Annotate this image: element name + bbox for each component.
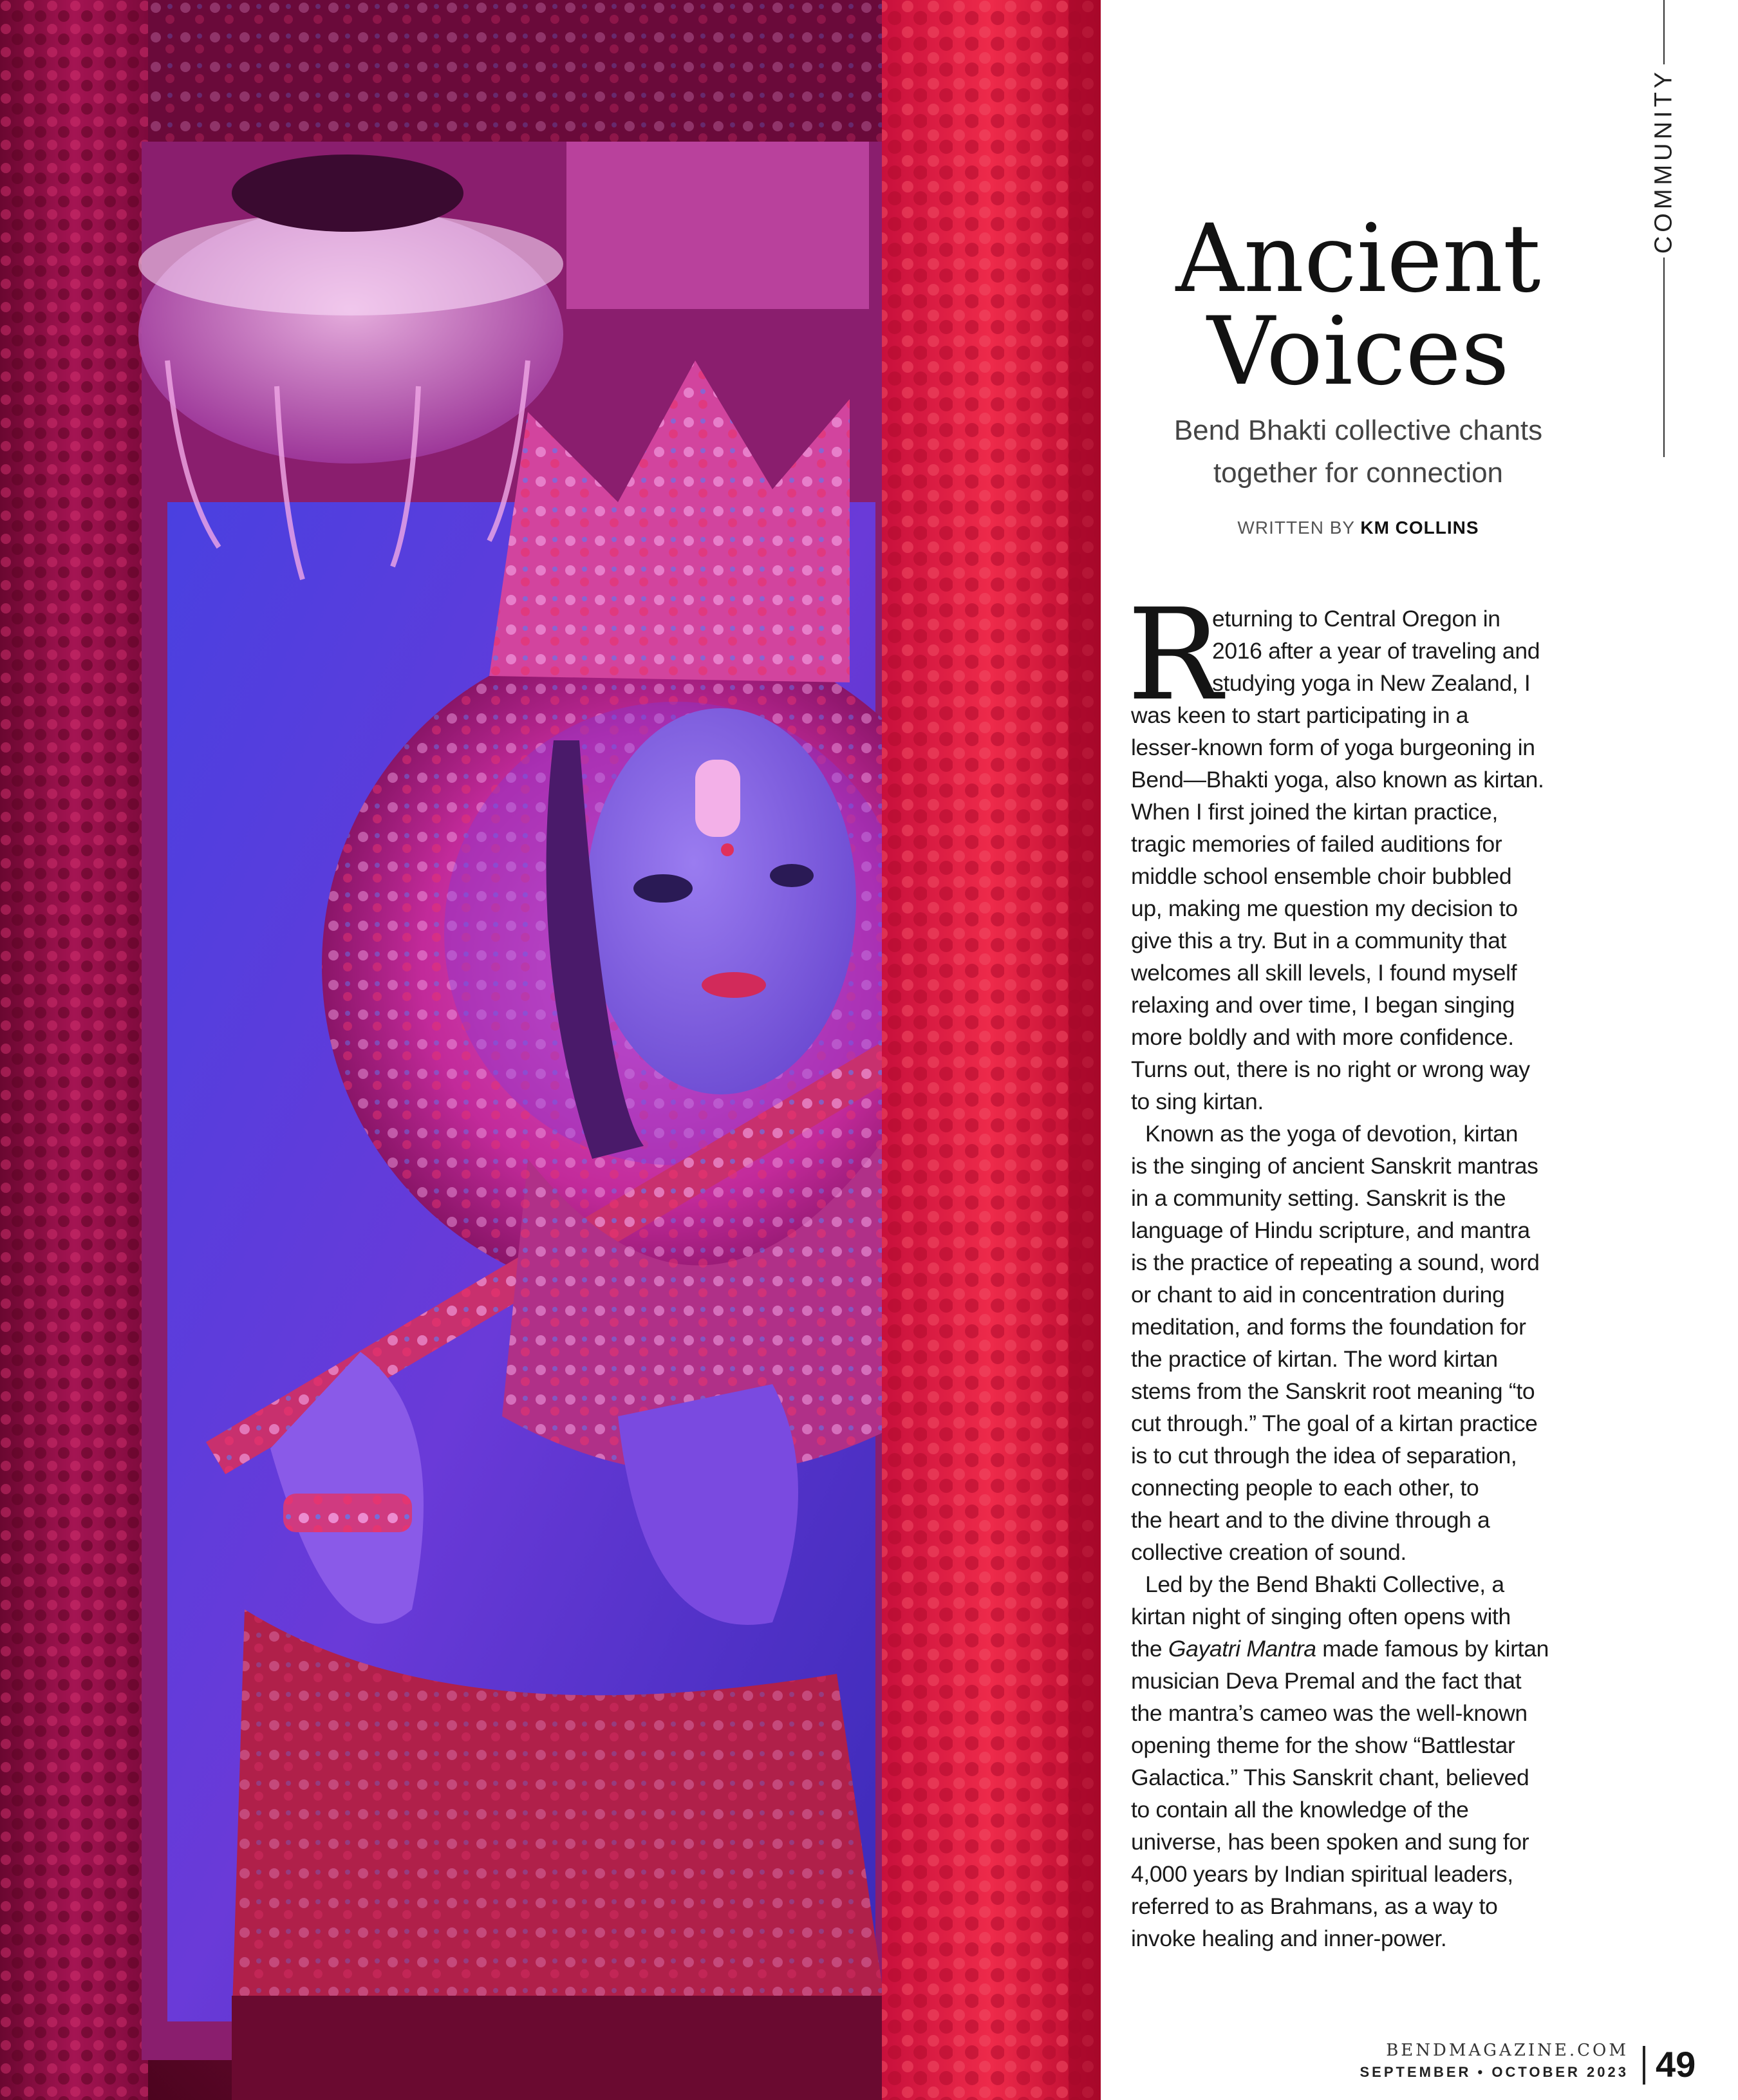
footer-divider bbox=[1643, 2046, 1645, 2085]
text-line: universe, has been spoken and sung for bbox=[1131, 1829, 1529, 1855]
text-line: 4,000 years by Indian spiritual leaders, bbox=[1131, 1861, 1513, 1887]
text-line: lesser-known form of yoga burgeoning in bbox=[1131, 735, 1535, 760]
text-line: stems from the Sanskrit root meaning “to bbox=[1131, 1378, 1535, 1404]
text-line bbox=[1131, 1633, 1582, 1665]
text-line: to contain all the knowledge of the bbox=[1131, 1797, 1469, 1823]
text-line: Bend—Bhakti yoga, also known as kirtan. bbox=[1131, 767, 1544, 792]
text-fragment: made famous by kirtan bbox=[1316, 1636, 1549, 1662]
paragraph-1 bbox=[1131, 699, 1582, 1118]
text-line: musician Deva Premal and the fact that bbox=[1131, 1668, 1522, 1694]
text-line: the mantra’s cameo was the well-known bbox=[1131, 1700, 1528, 1726]
text-line: Turns out, there is no right or wrong way bbox=[1131, 1056, 1530, 1082]
text-line: meditation, and forms the foundation for bbox=[1131, 1314, 1526, 1340]
headline-line-2: Voices bbox=[1207, 297, 1509, 406]
subhead-line-2: together for connection bbox=[1213, 457, 1504, 489]
text-line: middle school ensemble choir bubbled bbox=[1131, 863, 1512, 889]
byline bbox=[1133, 518, 1584, 538]
text-line: up, making me question my decision to bbox=[1131, 895, 1518, 921]
text-line: language of Hindu scripture, and mantra bbox=[1131, 1217, 1530, 1243]
subhead bbox=[1133, 409, 1584, 494]
text-line: studying yoga in New Zealand, I bbox=[1212, 670, 1531, 696]
text-line: invoke healing and inner-power. bbox=[1131, 1926, 1447, 1951]
article-body bbox=[1127, 582, 1582, 1955]
subhead-line-1: Bend Bhakti collective chants bbox=[1173, 415, 1543, 446]
text-line: to sing kirtan. bbox=[1131, 1089, 1264, 1114]
text-line: opening theme for the show “Battlestar bbox=[1131, 1732, 1515, 1758]
text-line: is to cut through the idea of separation, bbox=[1131, 1443, 1517, 1468]
headline-line-1: Ancient bbox=[1175, 204, 1541, 314]
text-line: connecting people to each other, to bbox=[1131, 1475, 1479, 1501]
drop-cap: R bbox=[1127, 582, 1222, 729]
site-url: BENDMAGAZINE.COM bbox=[1386, 2041, 1629, 2060]
text-fragment: the bbox=[1131, 1636, 1168, 1662]
section-tab bbox=[1648, 0, 1680, 464]
text-line: cut through.” The goal of a kirtan practice bbox=[1131, 1411, 1538, 1436]
paragraph-2 bbox=[1131, 1118, 1582, 1568]
text-line: kirtan night of singing often opens with bbox=[1131, 1604, 1511, 1629]
text-line: the heart and to the divine through a bbox=[1131, 1507, 1490, 1533]
section-rule-bottom bbox=[1663, 258, 1665, 457]
section-rule-top bbox=[1663, 0, 1665, 64]
text-line: referred to as Brahmans, as a way to bbox=[1131, 1893, 1498, 1919]
text-line: in a community setting. Sanskrit is the bbox=[1131, 1185, 1506, 1211]
text-line: 2016 after a year of traveling and bbox=[1212, 638, 1540, 664]
byline-author: KM COLLINS bbox=[1360, 518, 1479, 538]
text-line: welcomes all skill levels, I found myself bbox=[1131, 960, 1517, 986]
text-line: give this a try. But in a community that bbox=[1131, 928, 1507, 953]
page-number: 49 bbox=[1656, 2044, 1696, 2085]
section-label: COMMUNITY bbox=[1650, 68, 1677, 254]
text-line: tragic memories of failed auditions for bbox=[1131, 831, 1502, 857]
issue-date: SEPTEMBER • OCTOBER 2023 bbox=[1360, 2064, 1629, 2080]
text-line: relaxing and over time, I began singing bbox=[1131, 992, 1515, 1018]
text-line: the practice of kirtan. The word kirtan bbox=[1131, 1346, 1498, 1372]
text-line: or chant to aid in concentration during bbox=[1131, 1282, 1505, 1308]
headline bbox=[1133, 204, 1584, 406]
text-line: Galactica.” This Sanskrit chant, believed bbox=[1131, 1765, 1529, 1790]
text-line: Known as the yoga of devotion, kirtan bbox=[1145, 1121, 1518, 1147]
text-line: When I first joined the kirtan practice, bbox=[1131, 799, 1499, 825]
text-line: is the practice of repeating a sound, word bbox=[1131, 1250, 1540, 1275]
text-line: eturning to Central Oregon in bbox=[1212, 606, 1500, 632]
text-line: collective creation of sound. bbox=[1131, 1539, 1406, 1565]
mantra-title: Gayatri Mantra bbox=[1168, 1636, 1316, 1662]
byline-prefix: WRITTEN BY bbox=[1237, 518, 1355, 538]
text-line: more boldly and with more confidence. bbox=[1131, 1024, 1514, 1050]
page-footer bbox=[1339, 2041, 1725, 2092]
text-line: is the singing of ancient Sanskrit mantras bbox=[1131, 1153, 1538, 1179]
paragraph-3 bbox=[1131, 1568, 1582, 1955]
text-line: was keen to start participating in a bbox=[1131, 702, 1469, 728]
text-line: Led by the Bend Bhakti Collective, a bbox=[1145, 1571, 1504, 1597]
